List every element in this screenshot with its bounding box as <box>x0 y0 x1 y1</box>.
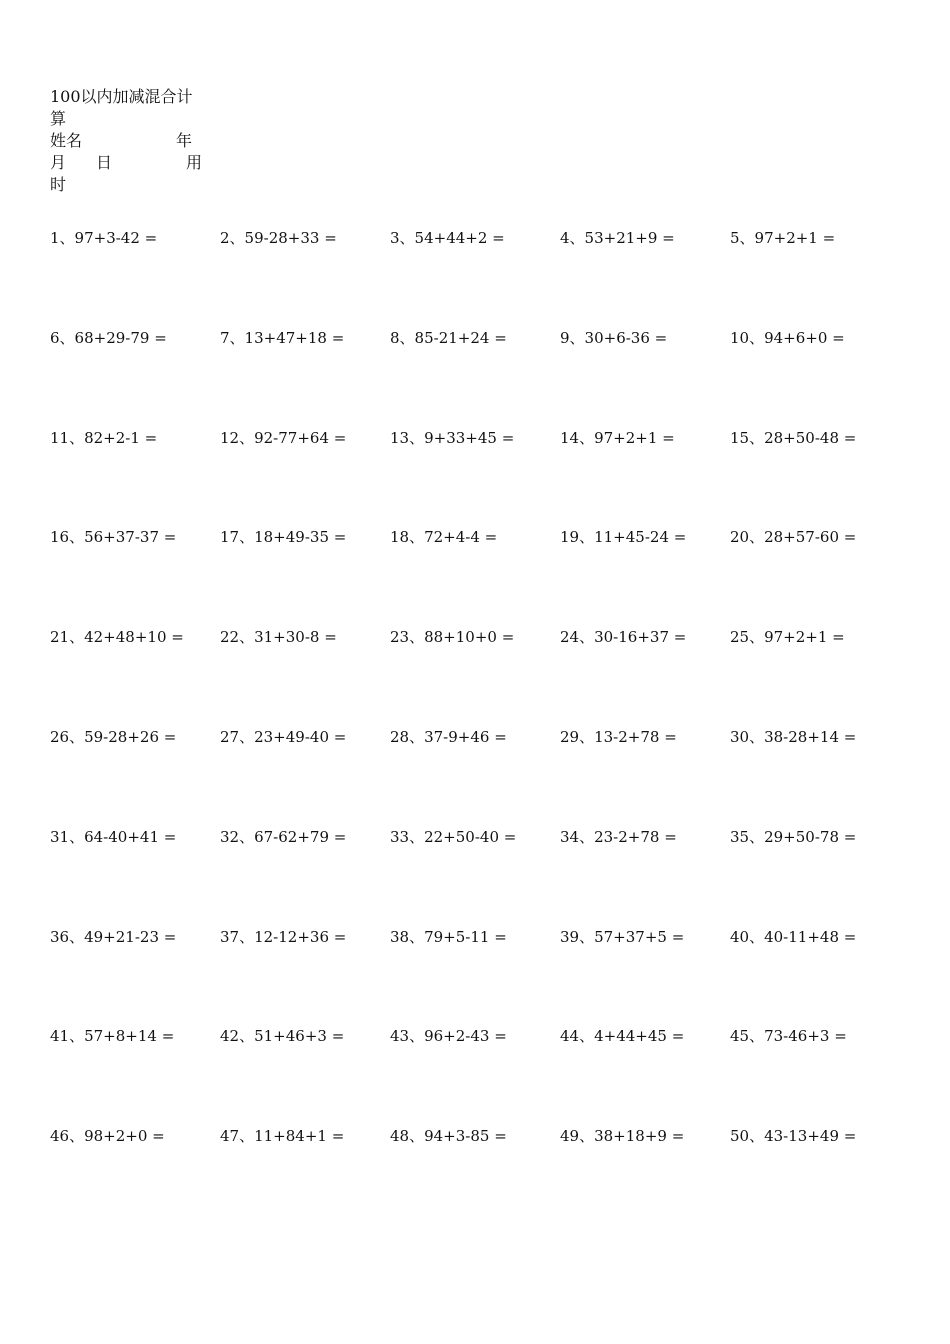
math-problem: 4、53+21+9 = <box>560 229 675 247</box>
math-problem: 45、73-46+3 = <box>730 1027 847 1046</box>
math-problem: 23、88+10+0 = <box>390 628 515 647</box>
math-problem: 34、23-2+78 = <box>560 827 677 846</box>
math-problem: 22、31+30-8 = <box>220 628 337 647</box>
math-problem: 43、96+2-43 = <box>390 1027 507 1046</box>
math-problem: 19、11+45-24 = <box>560 528 687 547</box>
math-problem: 20、28+57-60 = <box>730 528 857 547</box>
math-problem: 47、11+84+1 = <box>220 1127 345 1146</box>
math-problem: 44、4+44+45 = <box>560 1027 685 1046</box>
math-problem: 32、67-62+79 = <box>220 827 347 846</box>
math-problem: 37、12-12+36 = <box>220 927 347 946</box>
math-problem: 24、30-16+37 = <box>560 628 687 647</box>
worksheet-header <box>50 86 202 196</box>
math-problem: 41、57+8+14 = <box>50 1027 175 1046</box>
math-problem: 15、28+50-48 = <box>730 428 857 447</box>
math-problem: 26、59-28+26 = <box>50 727 177 746</box>
math-problem: 50、43-13+49 = <box>730 1127 857 1146</box>
math-problem: 35、29+50-78 = <box>730 827 857 846</box>
math-problem: 10、94+6+0 = <box>730 328 845 347</box>
math-problem: 25、97+2+1 = <box>730 628 845 647</box>
math-problem: 12、92-77+64 = <box>220 428 347 447</box>
name-date-line <box>50 130 202 152</box>
math-problem: 16、56+37-37 = <box>50 528 177 547</box>
math-problem: 36、49+21-23 = <box>50 927 177 946</box>
time-label: 时 <box>50 175 67 194</box>
math-problem: 27、23+49-40 = <box>220 727 347 746</box>
math-problem: 30、38-28+14 = <box>730 727 857 746</box>
title-line-1: 100以内加减混合计 <box>50 87 193 106</box>
math-problem: 11、82+2-1 = <box>50 428 158 447</box>
problem-grid <box>50 227 900 1225</box>
math-problem: 42、51+46+3 = <box>220 1027 345 1046</box>
math-problem: 8、85-21+24 = <box>390 328 507 347</box>
day-label: 日 <box>96 153 113 172</box>
math-problem: 3、54+44+2 = <box>390 229 505 247</box>
math-problem: 5、97+2+1 = <box>730 229 836 247</box>
title-line-2: 算 <box>50 109 67 128</box>
math-problem: 13、9+33+45 = <box>390 428 515 447</box>
math-problem: 9、30+6-36 = <box>560 328 668 347</box>
math-problem: 40、40-11+48 = <box>730 927 857 946</box>
math-problem: 7、13+47+18 = <box>220 328 345 347</box>
year-label: 年 <box>176 131 193 150</box>
math-problem: 29、13-2+78 = <box>560 727 677 746</box>
math-problem: 14、97+2+1 = <box>560 428 675 447</box>
math-problem: 1、97+3-42 = <box>50 229 158 247</box>
month-label: 月 <box>50 153 67 172</box>
math-problem: 2、59-28+33 = <box>220 229 337 247</box>
math-problem: 6、68+29-79 = <box>50 328 167 347</box>
math-problem: 31、64-40+41 = <box>50 827 177 846</box>
math-problem: 46、98+2+0 = <box>50 1127 165 1146</box>
math-problem: 48、94+3-85 = <box>390 1127 507 1146</box>
month-day-line <box>50 152 202 174</box>
math-problem: 39、57+37+5 = <box>560 927 685 946</box>
math-problem: 38、79+5-11 = <box>390 927 507 946</box>
math-problem: 18、72+4-4 = <box>390 528 498 547</box>
use-label: 用 <box>186 153 203 172</box>
math-problem: 49、38+18+9 = <box>560 1127 685 1146</box>
math-problem: 28、37-9+46 = <box>390 727 507 746</box>
name-label: 姓名 <box>50 131 83 150</box>
math-problem: 33、22+50-40 = <box>390 827 517 846</box>
math-problem: 17、18+49-35 = <box>220 528 347 547</box>
time-line <box>50 174 202 196</box>
math-problem: 21、42+48+10 = <box>50 628 184 647</box>
